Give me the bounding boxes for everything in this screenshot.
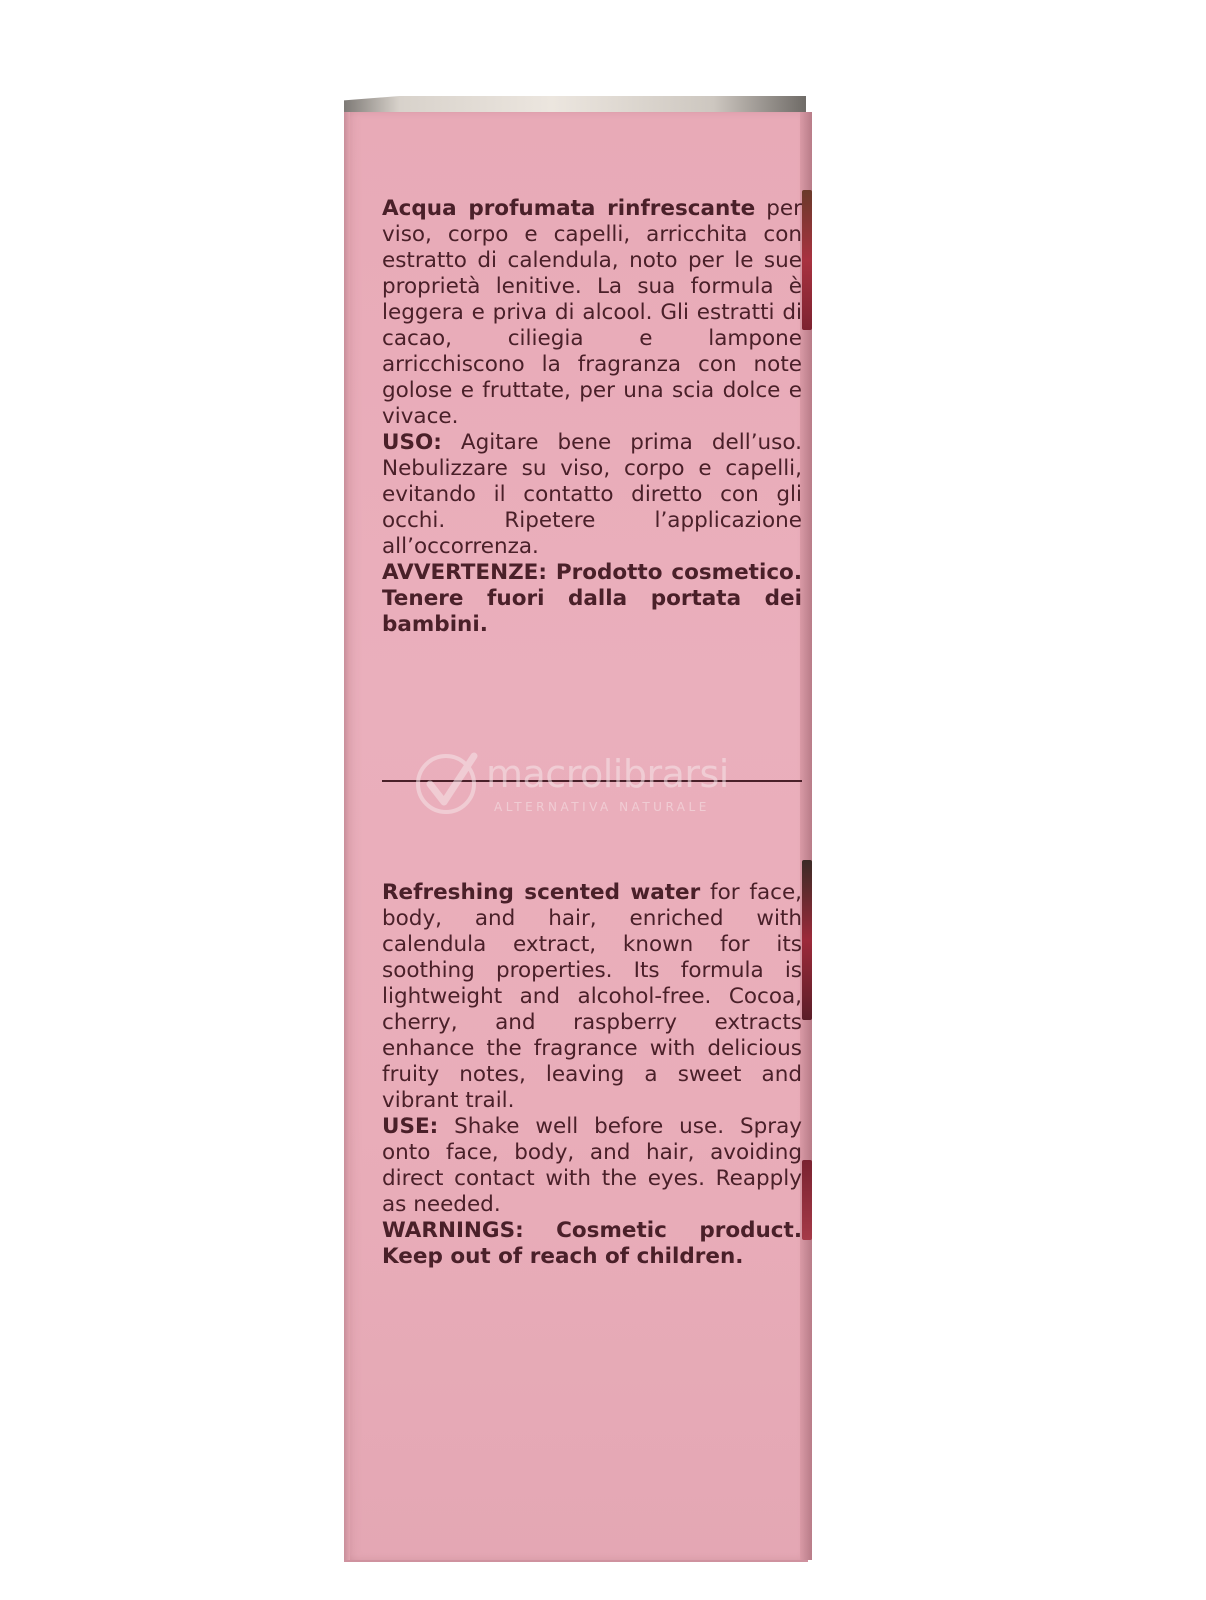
box-accent-bottom: [802, 1160, 812, 1240]
english-intro-heading: Refreshing scented water: [382, 880, 701, 905]
watermark: [412, 748, 802, 818]
italian-intro-body: per viso, corpo e capelli, arricchita con estratto di calendula, noto per le sue proprietà lenitive. La sua formula è leggera e priva di alcool. Gli estratti di cacao, ciliegia e lampone arricchiscono la fragranza con note golose e fruttate, per una scia dolce e vivace.: [382, 196, 802, 429]
english-usage-body: Shake well before use. Spray onto face, body, and hair, avoiding direct contact with the eyes. Reapply as needed.: [382, 1114, 802, 1217]
english-usage-label: USE:: [382, 1114, 439, 1139]
italian-usage-label: USO:: [382, 430, 442, 455]
italian-intro: [382, 196, 802, 430]
english-intro-body: for face, body, and hair, enriched with calendula extract, known for its soothing properties. Its formula is lightweight and alcohol-free. Cocoa, cherry, and raspberry extracts enhance the fragrance with delicious fruity notes, leaving a sweet and vibrant trail.: [382, 880, 803, 1113]
italian-intro-heading: Acqua profumata rinfrescante: [382, 196, 756, 221]
italian-usage-body: Agitare bene prima dell’uso. Nebulizzare su viso, corpo e capelli, evitando il contatto diretto con gli occhi. Ripetere l’applicazione all’occorrenza.: [382, 430, 802, 559]
italian-description: [382, 196, 802, 638]
italian-usage: [382, 430, 802, 560]
box-left-edge: [344, 112, 350, 1560]
watermark-tagline: ALTERNATIVA NATURALE: [494, 800, 710, 814]
watermark-name: macrolibrarsi: [486, 752, 729, 796]
italian-warning-text: AVVERTENZE: Prodotto cosmetico. Tenere fuori dalla portata dei bambini.: [382, 560, 802, 637]
english-usage: [382, 1114, 802, 1218]
checkmark-logo-icon: [412, 750, 482, 816]
italian-warning: [382, 560, 802, 638]
english-description: [382, 880, 802, 1270]
box-accent-middle: [802, 860, 812, 1020]
box-accent-top: [802, 190, 812, 330]
english-warning: [382, 1218, 802, 1270]
english-intro: [382, 880, 802, 1114]
english-warning-text: WARNINGS: Cosmetic product. Keep out of reach of children.: [382, 1218, 802, 1269]
